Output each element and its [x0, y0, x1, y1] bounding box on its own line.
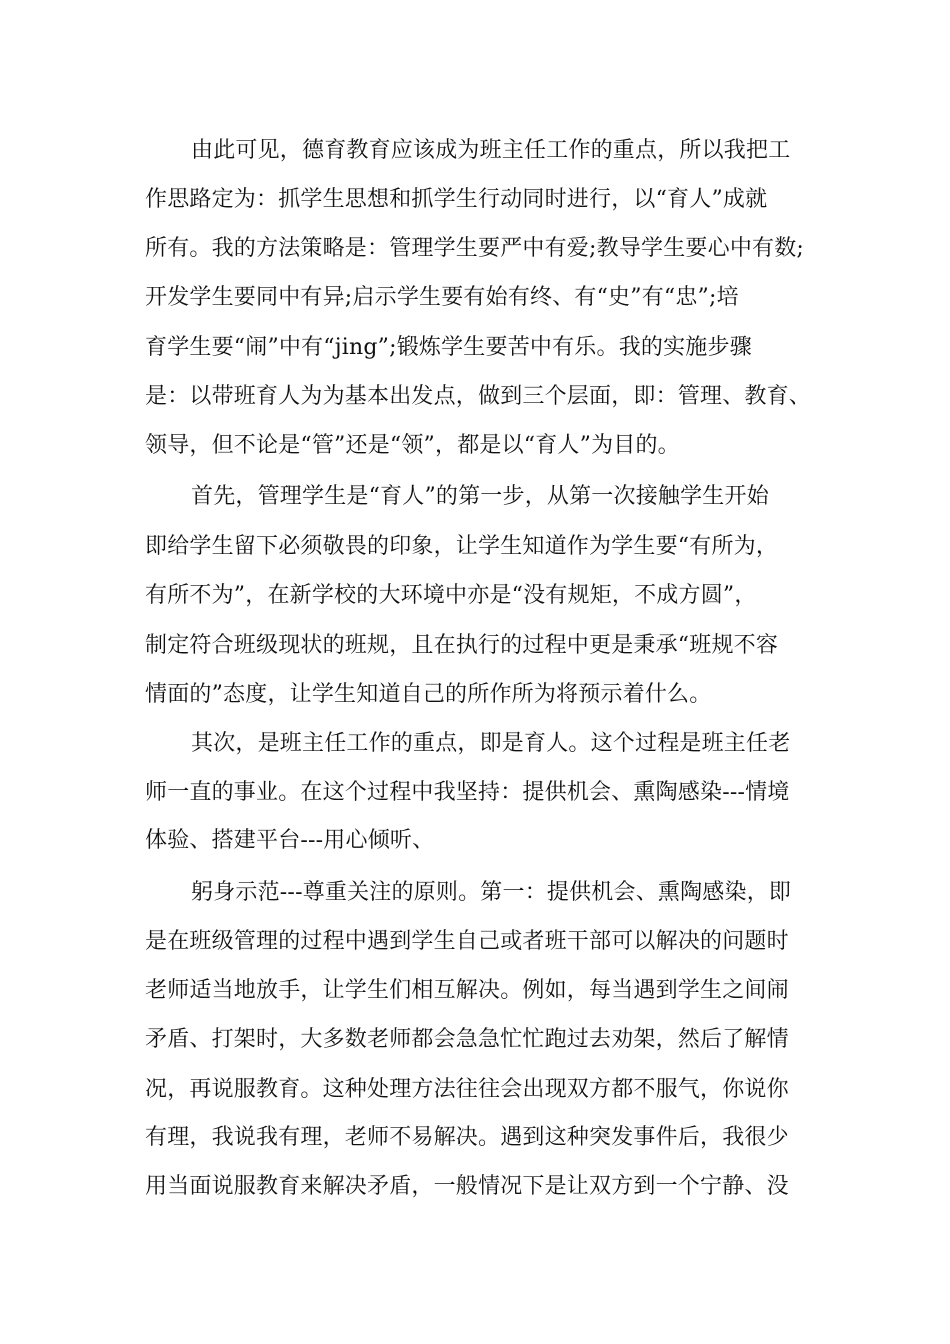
paragraph-2-line-2: 即给学生留下必须敬畏的印象，让学生知道作为学生要“有所为， — [145, 534, 779, 559]
paragraph-1-line-1: 由此可见，德育教育应该成为班主任工作的重点，所以我把工 — [191, 138, 791, 163]
paragraph-2-line-4: 制定符合班级现状的班规，且在执行的过程中更是秉承“班规不容 — [145, 633, 779, 658]
paragraph-4-line-3: 老师适当地放手，让学生们相互解决。例如，每当遇到学生之间闹 — [145, 978, 789, 1003]
paragraph-4-line-5: 况，再说服教育。这种处理方法往往会出现双方都不服气，你说你 — [145, 1077, 789, 1102]
paragraph-3-line-3: 体验、搭建平台---用心倾听、 — [145, 828, 435, 853]
paragraph-3-line-1: 其次，是班主任工作的重点，即是育人。这个过程是班主任老 — [191, 731, 791, 756]
paragraph-4-line-7: 用当面说服教育来解决矛盾，一般情况下是让双方到一个宁静、没 — [145, 1174, 789, 1199]
paragraph-1-line-4: 开发学生要同中有异;启示学生要有始有终、有“史”有“忠”;培 — [145, 285, 739, 310]
paragraph-1-line-3: 所有。我的方法策略是：管理学生要严中有爱;教导学生要心中有数; — [145, 236, 805, 261]
paragraph-4-line-1: 躬身示范---尊重关注的原则。第一：提供机会、熏陶感染，即 — [191, 880, 792, 905]
paragraph-4-line-4: 矛盾、打架时，大多数老师都会急急忙忙跑过去劝架，然后了解情 — [145, 1027, 789, 1052]
paragraph-4-line-2: 是在班级管理的过程中遇到学生自己或者班干部可以解决的问题时 — [145, 929, 789, 954]
paragraph-1-line-6: 是：以带班育人为为基本出发点，做到三个层面，即：管理、教育、 — [145, 384, 812, 409]
paragraph-2-line-1: 首先，管理学生是“育人”的第一步，从第一次接触学生开始 — [191, 484, 769, 509]
paragraph-1-line-7: 领导，但不论是“管”还是“领”，都是以“育人”为目的。 — [145, 433, 680, 458]
paragraph-4-line-6: 有理，我说我有理，老师不易解决。遇到这种突发事件后，我很少 — [145, 1125, 789, 1150]
paragraph-3-line-2: 师一直的事业。在这个过程中我坚持：提供机会、熏陶感染---情境 — [145, 780, 790, 805]
paragraph-1-line-2: 作思路定为：抓学生思想和抓学生行动同时进行，以“育人”成就 — [145, 187, 768, 212]
paragraph-1-line-5: 育学生要“闹”中有“jing”;锻炼学生要苦中有乐。我的实施步骤 — [145, 335, 752, 360]
paragraph-2-line-3: 有所不为”，在新学校的大环境中亦是“没有规矩，不成方圆”， — [145, 583, 757, 608]
paragraph-2-line-5: 情面的”态度，让学生知道自己的所作所为将预示着什么。 — [145, 682, 712, 707]
